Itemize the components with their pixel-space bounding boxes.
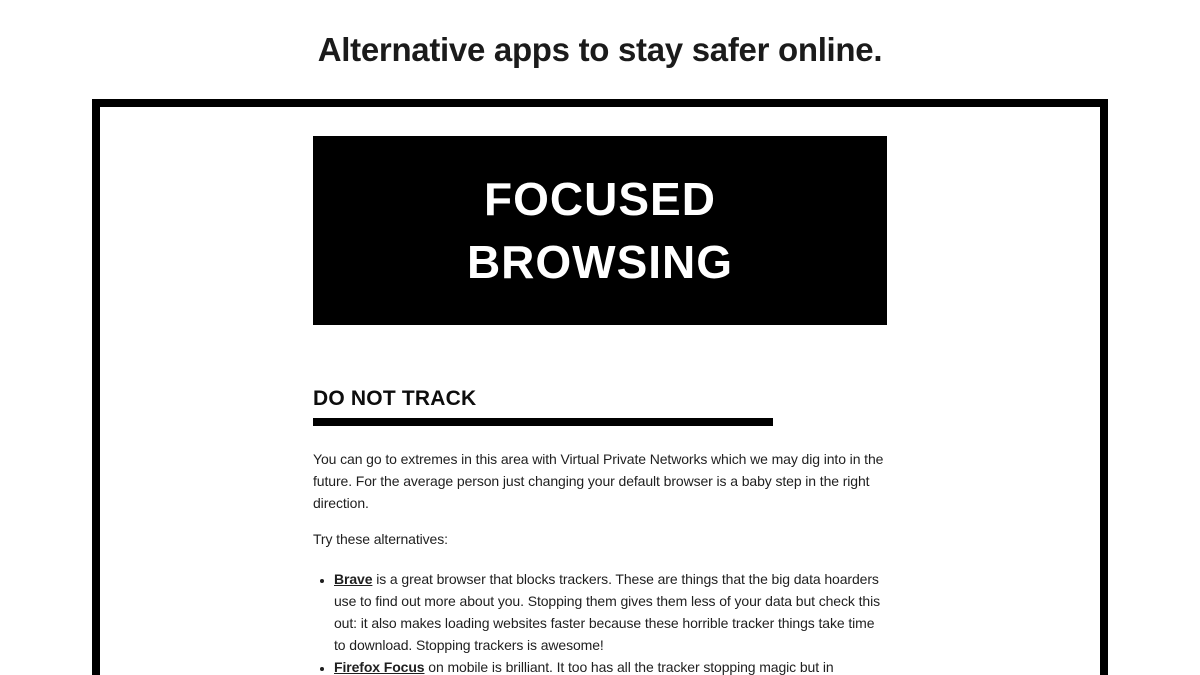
list-item-text: is a great browser that blocks trackers. These are things that the big data hoarders use to find out more about you. Stopping them gives them less of your data but check this out: it also makes loading websites faster because these horrible tracker things take time to download. Stopping trackers is awesome! [334, 571, 880, 653]
section-heading: DO NOT TRACK [313, 387, 477, 410]
lead-in-paragraph: Try these alternatives: [313, 531, 448, 547]
alternatives-list [313, 568, 887, 675]
list-item-firefox-focus [334, 656, 887, 675]
article-content [313, 107, 887, 675]
hero-banner [313, 136, 887, 325]
list-item-brave [334, 568, 887, 656]
article-frame [92, 99, 1108, 675]
list-item-text: on mobile is brilliant. It too has all the tracker stopping magic but in [424, 659, 834, 675]
heading-rule [313, 418, 773, 426]
banner-line-1: FOCUSED [484, 172, 716, 225]
firefox-focus-link[interactable]: Firefox Focus [334, 659, 425, 675]
banner-line-2: BROWSING [466, 235, 734, 288]
intro-paragraph: You can go to extremes in this area with Virtual Private Networks which we may dig into in the future. For the average person just changing your default browser is a baby step in the right direction. [313, 451, 884, 511]
brave-link[interactable]: Brave [334, 571, 373, 587]
page-title: Alternative apps to stay safer online. [317, 31, 883, 68]
